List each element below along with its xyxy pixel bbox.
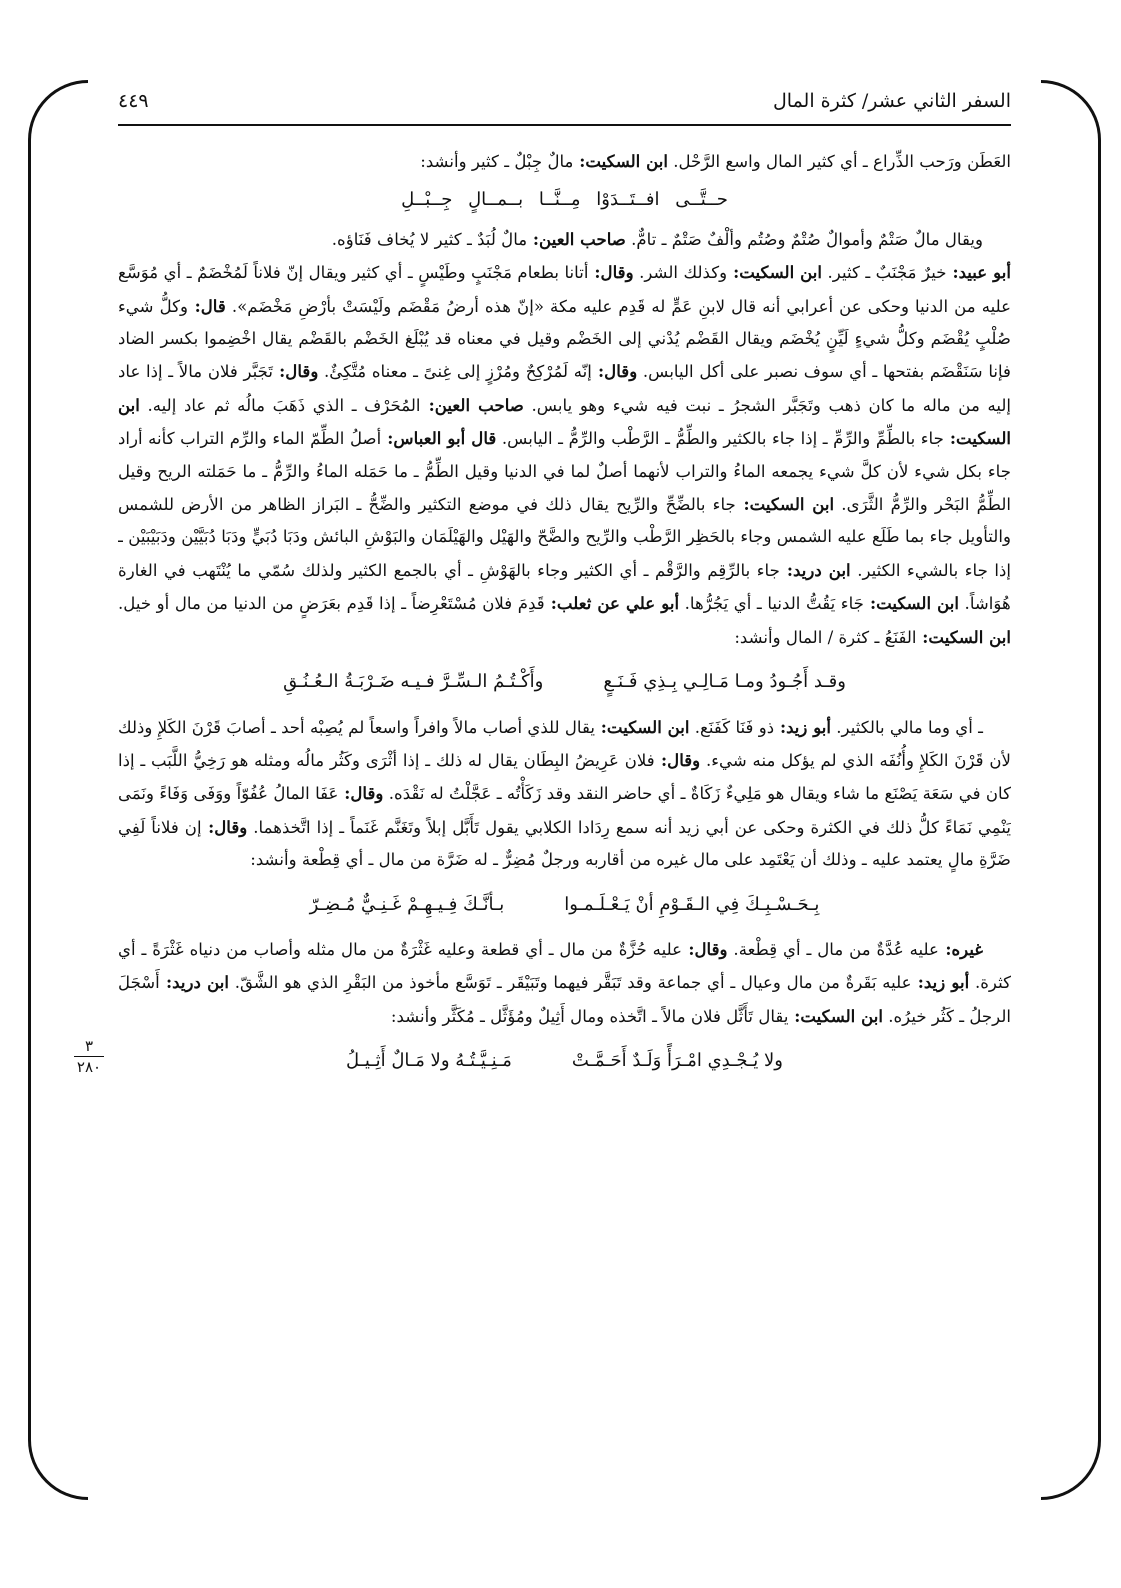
text-run: عَفَا المالُ عُفُوّاً ووَفَى وَفَاءً ونَمَى يَنْمِي نَمَاءً كلُّ ذلك في الكثرة وحكى عن أبي زيد أنه سمع رِدَادا الكلابي يقول تَأَبَّل إبلاً وتَغَنَّم غَنَماً ـ إذا اتَّخذهما. (118, 784, 1011, 837)
author-name: قال أبو العباس: (381, 428, 497, 449)
author-name: وقال: (588, 262, 634, 283)
hemistich-first: ولا يُـجْـدِي امْـرَأً وَلَـدٌ أَحَـمَّـتْ (571, 1050, 783, 1072)
header-rule (118, 124, 1011, 126)
hemistich-second: بـأنَّـكَ فِـيـهِـمْ غَـنِـيٌّ مُـضِـرّ (309, 893, 505, 915)
text-run: عليه حُزَّةٌ من مال ـ أي قطعة وعليه غَثْرَةٌ من مال مثله وأصاب من دنياه غَثْرَةً ـ أي كثرة. (118, 939, 1011, 993)
text-run: وكلُّ شيء صُلْبٍ يُقْضَم وكلُّ شيءٍ لَيِّنٍ يُخْضَم ويقال القَضْم يُدْني إلى الخَضْم وقيل في معناه قد يُبْلَغ الخَضْم بالقَضْم يقال اخْضِموا بكسر الضاد فإنا سَنَقْضَم بفتحها ـ أي سوف نصبر على أكل اليابس. (118, 296, 1011, 382)
text-run: إن فلاناً لَفِي ضَرَّةِ مالٍ يعتمد عليه ـ وذلك أن يَعْتَمِد على مال غيره من أقاربه ورجلٌ مُضِرٌّ ـ له ضَرَّة من مال ـ أي قِطْعة وأنشد: (118, 817, 1011, 870)
author-name: قال: (188, 295, 226, 316)
author-name: ابن دريد: (779, 559, 851, 580)
verse-couplet (118, 1045, 1011, 1077)
text-run: يقال تَأَثَّل فلان مالاً ـ اتَّخذه ومال أَثِيلٌ ومُؤَثَّل ـ مُكَثَّر وأنشد: (390, 1006, 789, 1026)
author-name: أبو علي عن ثعلب: (544, 593, 680, 614)
text-run: يقال للذي أصاب مالاً وافراً واسعاً لم يُصِبْه أحد ـ أصابَ قَرْنَ الكَلإِ وذلك لأن قَرْنَ الكَلإِ وأُنُفَه الذي لم يؤكل منه شيء. (118, 717, 1011, 770)
page-border-right (1041, 80, 1101, 1500)
author-name: ابن السكيت: (735, 494, 835, 515)
hemistich-second: مَـنِـيَّـتُـهُ ولا مَـالٌ أَثِـيـلُ (346, 1050, 512, 1072)
verse-couplet (118, 889, 1011, 921)
author-name: صاحب العين: (527, 228, 626, 249)
author-name: أبو عبيد: (946, 262, 1011, 283)
author-name: وقال: (654, 749, 701, 770)
page-header (118, 85, 1011, 117)
text-run: أَسْجَلَ الرجلُ ـ كَثُر خيرُه. (118, 973, 1011, 1026)
text-run: المُحَرْف ـ الذي ذَهَبَ مالُه ثم عاد إليه. (139, 395, 421, 415)
margin-reference-page: ٢٨٠ (76, 1058, 102, 1076)
author-name: وقال: (681, 938, 728, 959)
verse-couplet (118, 666, 1011, 698)
text-run: أصلُ الطِّمّ الماء والرِّم التراب كأنه أراد جاء بكل شيء لأن كلَّ شيء يجمعه الماءُ والتراب لأنهما أصلٌ لما في الدنيا وقيل الطِّمُّ ـ ما حَمَله الماءُ والرِّمُّ ـ ما حَمَلته الريح وقيل الطِّمُّ البَحْر والرِّمُّ الثَّرَى. (118, 429, 1011, 515)
margin-reference-divider (74, 1056, 104, 1057)
margin-reference-volume: ٣ (84, 1037, 94, 1055)
paragraph (118, 145, 1011, 178)
author-name: ابن السكيت: (573, 151, 668, 171)
text-run: ذو فَنَا كَفَنَع. (689, 717, 775, 737)
paragraph (118, 256, 1011, 654)
text-run: قَدِمَ فلان مُسْتَعْرِضاً ـ إذا قَدِم بعَرَضٍ من الدنيا من مال أو خيل. (118, 594, 545, 614)
text-run: مالٌ لُبَدٌ ـ كثير لا يُخاف فَنَاؤه. (331, 229, 528, 249)
text-run: تَجَبَّر فلان مالاً ـ إذا عاد إليه من ماله ما كان ذهب وتَجَبَّر الشجرُ ـ نبت فيه شيء وهو يابس. (118, 362, 1011, 415)
author-name: ابن السكيت: (916, 626, 1011, 647)
paragraph (118, 933, 1011, 1033)
author-name: وقال: (273, 361, 319, 382)
page-body (118, 145, 1011, 1478)
text-run: خيرٌ مَجْنَبٌ ـ كثير. (822, 263, 947, 283)
verse-line: حــتَّــى افــتَــدَوْا مِــنَّــا بــمــالٍ جِــبْــلِ (401, 189, 728, 211)
text-run: أتانا بطعام مَجْنَبٍ وطَيْسٍ ـ أي كثير ويقال إنّ فلاناً لَمُخْضَمٌ ـ أي مُوَسَّع عليه من الدنيا وحكى عن أعرابي أنه قال لابنِ عَمٍّ له قَدِم عليه مكة «إنّ هذه أرضُ مَقْضَم ولَيْسَتْ بأرْضِ مَخْضَم». (118, 263, 1011, 316)
author-name: ابن السكيت: (727, 262, 823, 283)
author-name: ابن السكيت: (595, 716, 690, 737)
text-run: وكذلك الشر. (633, 263, 728, 283)
text-run: ويقال مالٌ صَتْمٌ وأموالٌ صُتْمٌ وصُتُم وألْفٌ صَتْمٌ ـ تامٌّ. (625, 229, 983, 249)
author-name: ابن السكيت: (788, 1005, 883, 1026)
author-name: صاحب العين: (420, 394, 524, 415)
paragraph (118, 223, 1011, 256)
author-name: وقال: (591, 361, 638, 382)
author-name: ابن دريد: (159, 972, 229, 993)
text-run: ـ أي وما مالي بالكثير. (831, 717, 983, 737)
text-run: عليه بَقَرةٌ من مال وعيال ـ أي جماعة وقد تَبَقَّر فيهما وتَبَيْقَر ـ تَوَسَّع مأخوذ من البَقْرِ الذي هو الشَّقّ. (228, 973, 912, 993)
text-run: إنّه لَمُرْكِحٌ ومُرْزٍ إلى غِنىً ـ معناه مُتَّكِئٌ. (318, 362, 592, 382)
text-run: جَاء يَقُتُّ الدنيا ـ أي يَجُرُّها. (679, 594, 864, 614)
text-run: جاء بالرِّقِم والرَّقْم ـ أي الكثير وجاء بالهَوْشِ ـ أي بالجمع الكثير ولذلك سُمّي ما يُنْتَهب في الغارة هُوَاشاً. (118, 560, 1011, 614)
author-name: غيره: (938, 938, 984, 959)
margin-reference (74, 1038, 104, 1075)
text-run: جاء بالضِّحِّ والرِّيح يقال ذلك في موضع التكثير والضِّحُّ ـ البَراز الظاهر من الأرض للشمس والتأويل جاء بما طَلَع عليه الشمس وجاء بالحَظِر الرَّطْب والرِّيح والضَّحّ والهَيْل والهَيْلَمَان والبَوْشِ البائش ودَبَا دُبَيٍّ ودَبَا دُبَيَّيْن ودَبَيْبَيْن ـ إذا جاء بالشيء الكثير. (118, 495, 1011, 580)
paragraph (118, 711, 1011, 877)
author-name: ابن السكيت: (118, 394, 1011, 449)
text-run: جاء بالطِّمِّ والرِّمِّ ـ إذا جاء بالكثير والطِّمُّ ـ الرَّطْب والرِّمُّ ـ اليابس. (496, 429, 944, 449)
running-title: السفر الثاني عشر/ كثرة المال (772, 90, 1011, 112)
text-run: فلان عَرِيضُ البِطَان يقال له ذلك ـ إذا أثْرَى وكَثُر مالُه ومثله هو رَخِيُّ اللَّبَب ـ إذا كان في سَعَة يَصْنَع ما شاء ويقال هو مَلِيءٌ زَكَاةٌ ـ أي حاضر النقد وقد زَكَأْتُه ـ عَجَّلْتُ له نَقْدَه. (118, 750, 1011, 804)
hemistich-second: وأَكْـتُـمُ الـسِّـرَّ فـيـه ضَـرْبَـةُ الـعُـنُـقِ (283, 671, 544, 693)
author-name: وقال: (201, 816, 248, 837)
text-run: الفَنَعُ ـ كثرة / المال وأنشد: (734, 627, 917, 647)
author-name: أبو زيد: (911, 972, 970, 993)
page-border-left (28, 80, 88, 1500)
text-run: عليه عُدَّةٌ من مال ـ أي قِطْعة. (727, 939, 939, 959)
text-run: مالٌ جِبْلٌ ـ كثير وأنشد: (420, 152, 574, 171)
hemistich-first: بِـحَـسْـبِـكَ فِي الـقَـوْمِ أنْ يَـعْـلَـمـوا (564, 893, 820, 915)
author-name: أبو زيد: (774, 716, 831, 737)
author-name: ابن السكيت: (863, 593, 959, 614)
hemistich-first: وقـد أَجُـودُ ومـا مَـالِـي بِـذِي فَـنَـعٍ (603, 671, 846, 693)
page-number: ٤٤٩ (118, 90, 149, 112)
text-run: العَطَن ورَحب الذِّراع ـ أي كثير المال واسع الرَّحْل. (667, 152, 1011, 171)
author-name: وقال: (338, 783, 384, 804)
